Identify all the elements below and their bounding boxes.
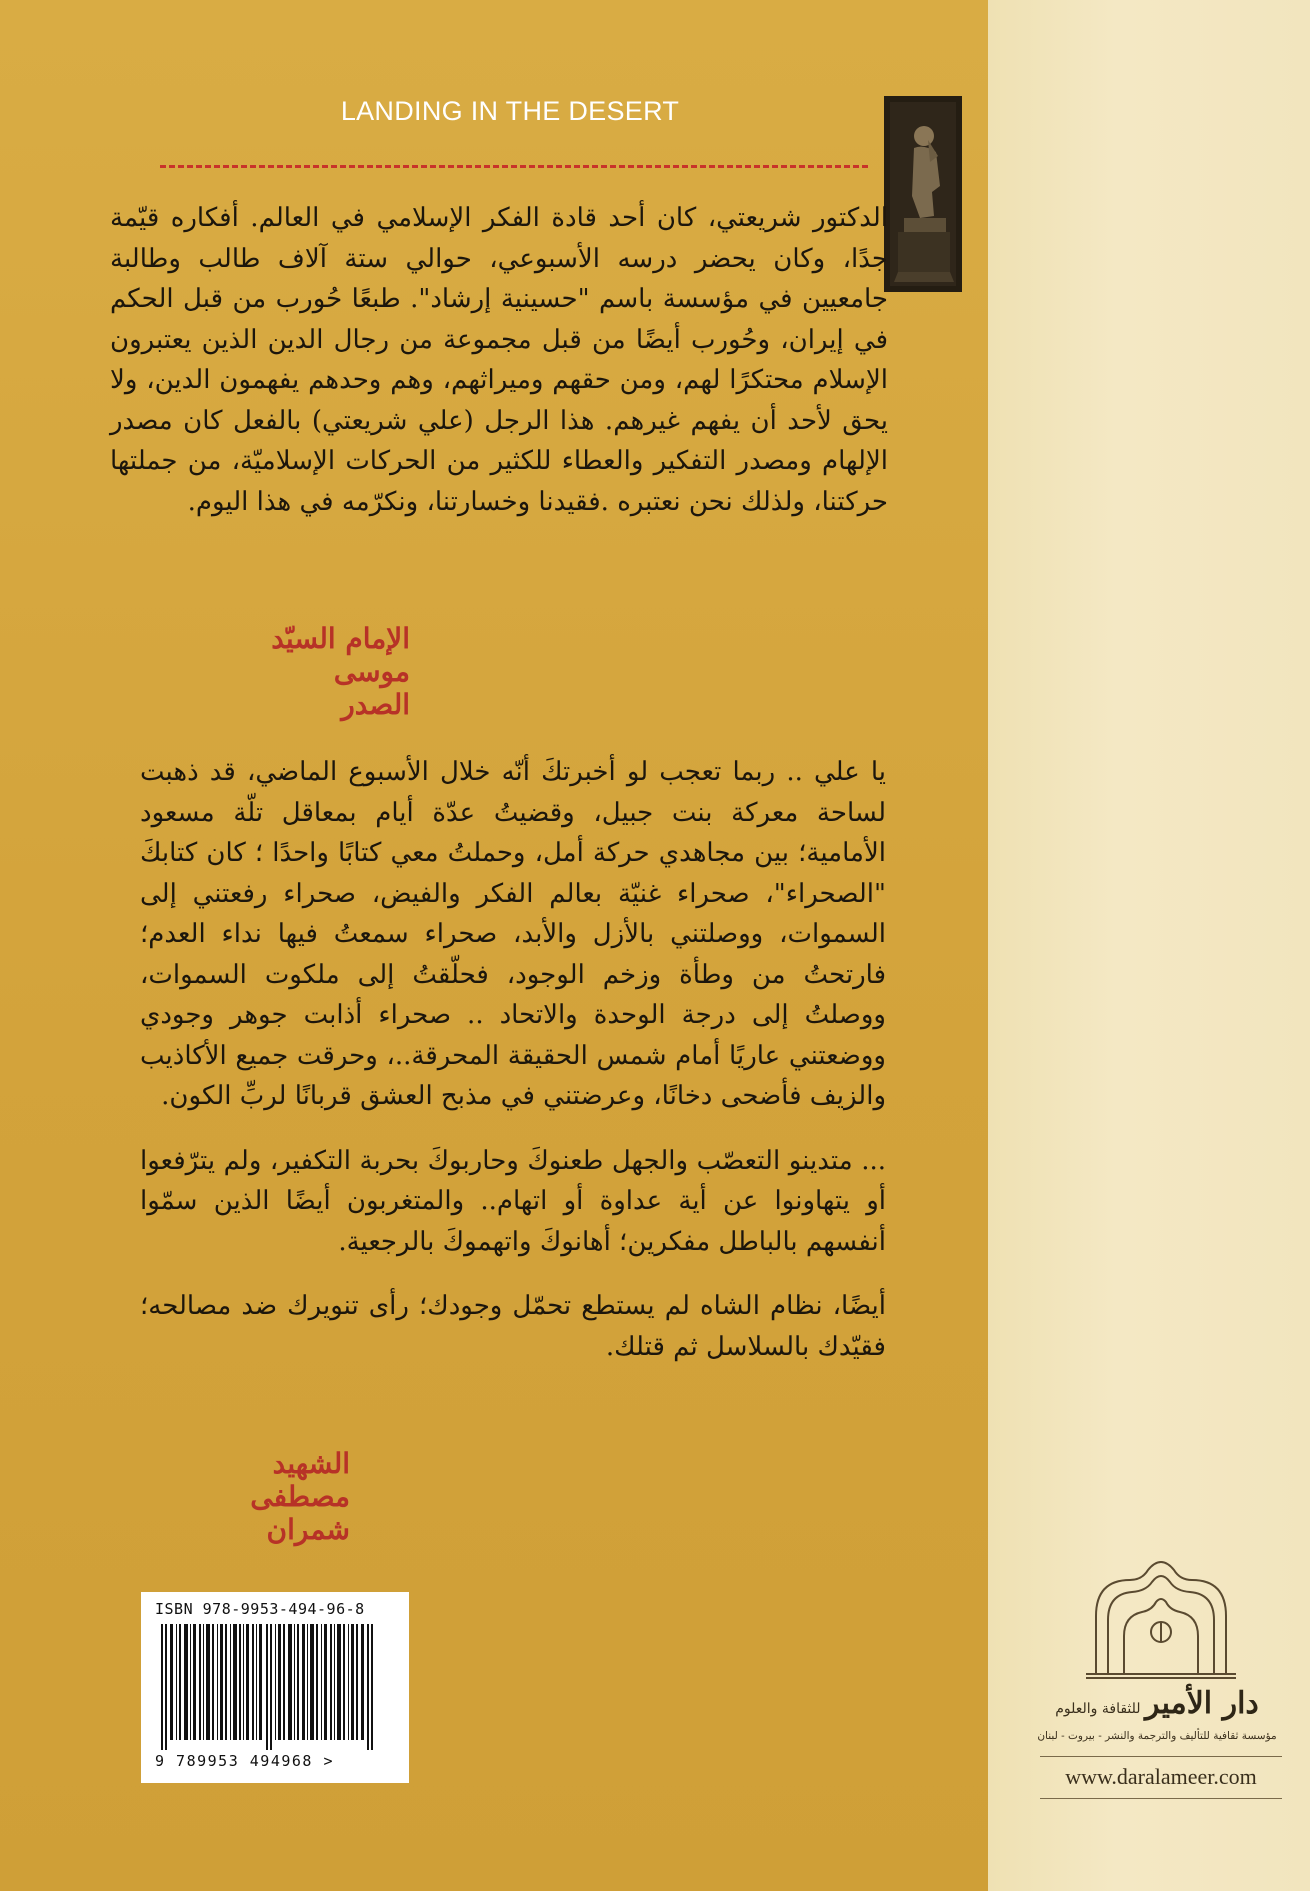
publisher-name-sub: للثقافة والعلوم — [1055, 1701, 1141, 1717]
publisher-rule-top — [1040, 1756, 1282, 1757]
publisher-description: مؤسسة ثقافية للتأليف والترجمة والنشر - بيروت - لبنان — [1037, 1730, 1277, 1742]
isbn-label: ISBN 978-9953-494-96-8 — [155, 1600, 365, 1618]
barcode — [155, 1624, 395, 1750]
barcode-digits: 9 789953 494968 > — [155, 1752, 335, 1770]
quote-paragraph: الدكتور شريعتي، كان أحد قادة الفكر الإسلامي في العالم. أفكاره قيّمة جدًا، وكان يحضر درسه الأسبوعي، حوالي ستة آلاف طالب وطالبة جامعيين في مؤسسة باسم "حسينية إرشاد". طبعًا حُورب من قبل الحكم في إيران، وحُورب أيضًا من قبل مجموعة من رجال الدين الذين يعتبرون الإسلام محتكرًا لهم، ومن حقهم وميراثهم، وهم وحدهم يفهمون الدين، ولا يحق لأحد أن يفهم غيرهم. هذا الرجل (علي شريعتي) بالفعل كان مصدر الإلهام ومصدر التفكير والعطاء للكثير من الحركات الإسلاميّة، من جملتها حركتنا، ولذلك نحن نعتبره .فقيدنا وخسارتنا، ونكرّمه في هذا اليوم. — [110, 203, 888, 517]
isbn-barcode-block — [141, 1592, 409, 1783]
publisher-name-main: دار الأمير — [1145, 1686, 1259, 1721]
quote-paragraph: أيضًا، نظام الشاه لم يستطع تحمّل وجودك؛ رأى تنويرك ضد مصالحه؛ فقيّدك بالسلاسل ثم قتلك. — [140, 1291, 886, 1362]
publisher-name — [1028, 1686, 1286, 1721]
dashed-divider — [160, 165, 868, 168]
quote-paragraph: ... متدينو التعصّب والجهل طعنوكَ وحاربوكَ بحربة التكفير، ولم يترّفعوا أو يتهاونوا عن أية عداوة أو اتهام.. والمتغربون أيضًا الذين سمّوا أنفسهم بالباطل مفكرين؛ أهانوكَ واتهموكَ بالرجعية. — [140, 1145, 886, 1257]
quote-author-chamran: الشهيد مصطفى شمران — [250, 1447, 350, 1546]
publisher-rule-bottom — [1040, 1798, 1282, 1799]
book-title: LANDING IN THE DESERT — [340, 96, 680, 126]
quote-chamran-text — [140, 752, 886, 1367]
quote-paragraph: يا علي .. ربما تعجب لو أخبرتكَ أنّه خلال الأسبوع الماضي، قد ذهبت لساحة معركة بنت جبيل، وقضيتُ عدّة أيام بمعاقل تلّة مسعود الأمامية؛ بين مجاهدي حركة أمل، وحملتُ معي كتابًا واحدًا ؛ كان كتابكَ "الصحراء"، صحراء غنيّة بعالم الفكر والفيض، صحراء رفعتني إلى السموات، ووصلتني بالأزل والأبد، صحراء سمعتُ فيها نداء العدم؛ فارتحتُ من وطأة وزخم الوجود، فحلّقتُ إلى ملكوت السموات، ووصلتُ إلى درجة الوحدة والاتحاد .. صحراء أذابت جوهر وجودي ووضعتني عاريًا أمام شمس الحقيقة المحرقة..، وحرقت جميع الأكاذيب والزيف فأضحى دخانًا، وعرضتني في مذبح العشق قربانًا لربِّ الكون. — [140, 757, 886, 1111]
quote-author-sadr: الإمام السيّد موسى الصدر — [271, 622, 410, 721]
publisher-website[interactable]: www.daralameer.com — [1065, 1764, 1257, 1789]
dome-arch-logo-icon — [1078, 1558, 1244, 1682]
quote-sharia-text — [110, 198, 888, 522]
thinker-statue-icon — [884, 96, 962, 292]
